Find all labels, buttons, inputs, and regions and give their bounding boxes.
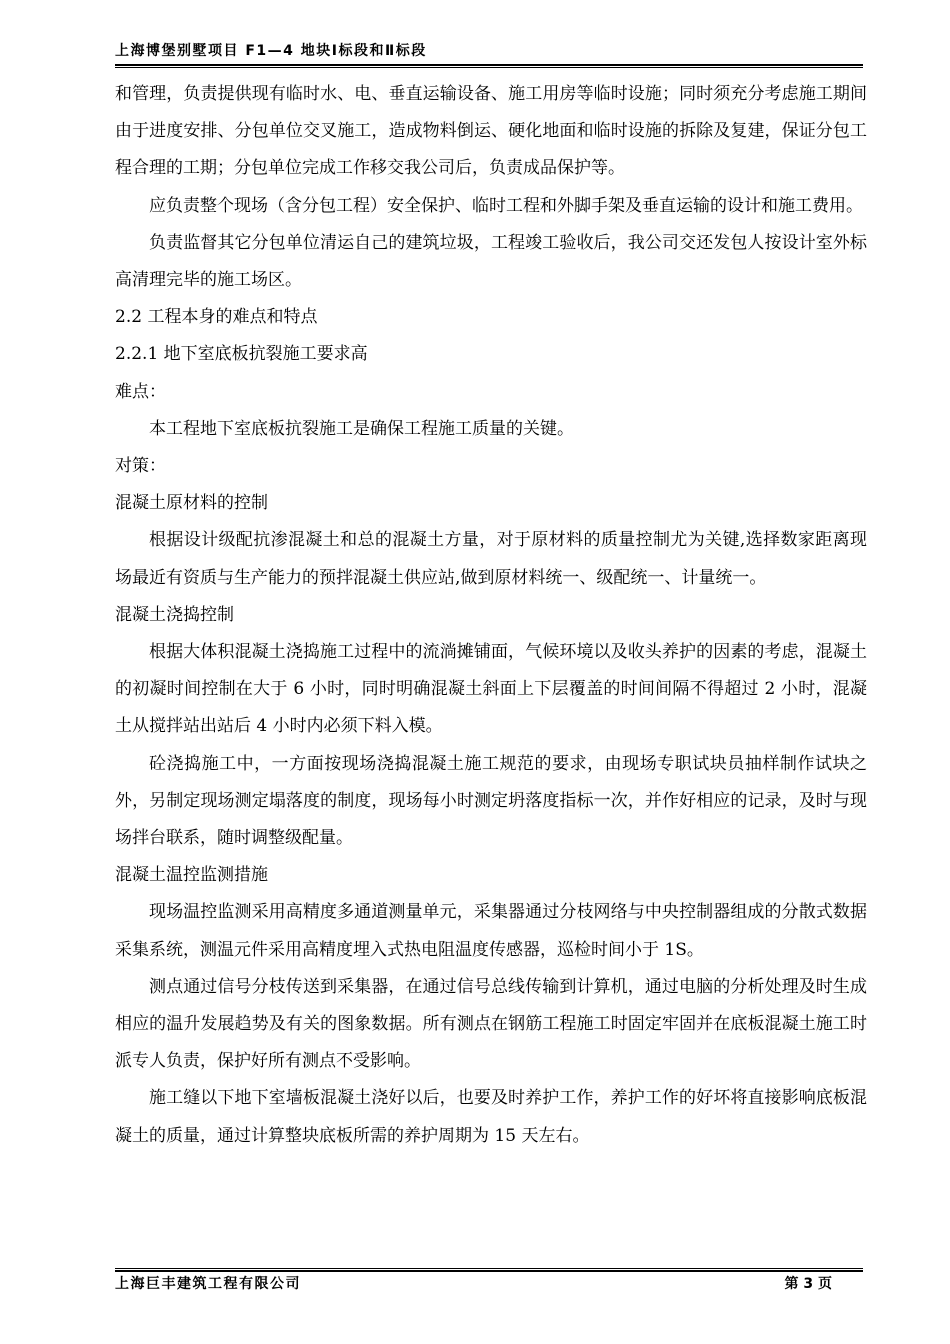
paragraph-difficulty: 本工程地下室底板抗裂施工是确保工程施工质量的关键。 — [149, 418, 574, 439]
paragraph-safety: 应负责整个现场（含分包工程）安全保护、临时工程和外脚手架及垂直运输的设计和施工费用。 — [149, 195, 863, 216]
footer-company: 上海巨丰建筑工程有限公司 — [115, 1276, 301, 1292]
section-heading-2-2-1: 2.2.1 地下室底板抗裂施工要求高 — [115, 344, 368, 365]
paragraph-waste: 负责监督其它分包单位清运自己的建筑垃圾，工程竣工验收后，我公司交还发包人按设计室外标高清理完毕的施工场区。 — [115, 232, 867, 291]
page-header-title: 上海博堡别墅项目 F1—4 地块Ⅰ标段和Ⅱ标段 — [115, 43, 427, 59]
subheading-pouring: 混凝土浇捣控制 — [115, 604, 234, 625]
section-heading-2-2: 2.2 工程本身的难点和特点 — [115, 307, 318, 328]
paragraph-temperature-1: 现场温控监测采用高精度多通道测量单元，采集器通过分枝网络与中央控制器组成的分散式数据采集系统，测温元件采用高精度埋入式热电阻温度传感器，巡检时间小于 1S。 — [115, 902, 867, 960]
footer-page-number: 第 3 页 — [784, 1276, 832, 1292]
paragraph-pouring-1: 根据大体积混凝土浇捣施工过程中的流淌摊铺面，气候环境以及收头养护的因素的考虑，混凝土的初凝时间控制在大于 6 小时，同时明确混凝土斜面上下层覆盖的时间间隔不得超过 2 小时，混凝土从搅拌站出站后 4 小时内必须下料入模。 — [115, 642, 867, 737]
document-body — [115, 76, 867, 1155]
subheading-materials: 混凝土原材料的控制 — [115, 493, 268, 514]
paragraph-curing: 施工缝以下地下室墙板混凝土浇好以后，也要及时养护工作，养护工作的好坏将直接影响底板混凝土的质量，通过计算整块底板所需的养护周期为 15 天左右。 — [115, 1088, 867, 1146]
label-measures: 对策： — [115, 456, 166, 477]
paragraph-pouring-2: 砼浇捣施工中，一方面按现场浇捣混凝土施工规范的要求，由现场专职试块员抽样制作试块之外，另制定现场测定塌落度的制度，现场每小时测定坍落度指标一次，并作好相应的记录，及时与现场拌台联系，随时调整级配量。 — [115, 753, 867, 849]
subheading-temperature: 混凝土温控监测措施 — [115, 865, 268, 886]
header-rule-thin — [115, 67, 863, 68]
paragraph-temperature-2: 测点通过信号分枝传送到采集器，在通过信号总线传输到计算机，通过电脑的分析处理及时生成相应的温升发展趋势及有关的图象数据。所有测点在钢筋工程施工时固定牢固并在底板混凝土施工时派专人负责，保护好所有测点不受影响。 — [115, 976, 867, 1072]
paragraph-continuation: 和管理，负责提供现有临时水、电、垂直运输设备、施工用房等临时设施；同时须充分考虑施工期间由于进度安排、分包单位交叉施工，造成物料倒运、硬化地面和临时设施的拆除及复建，保证分包工程合理的工期；分包单位完成工作移交我公司后，负责成品保护等。 — [115, 84, 867, 179]
header-rule-thick — [115, 64, 863, 66]
label-difficulty: 难点： — [115, 381, 166, 402]
footer-rule-thin — [115, 1268, 863, 1269]
paragraph-materials: 根据设计级配抗渗混凝土和总的混凝土方量，对于原材料的质量控制尤为关键,选择数家距离现场最近有资质与生产能力的预拌混凝土供应站,做到原材料统一、级配统一、计量统一。 — [115, 530, 867, 588]
